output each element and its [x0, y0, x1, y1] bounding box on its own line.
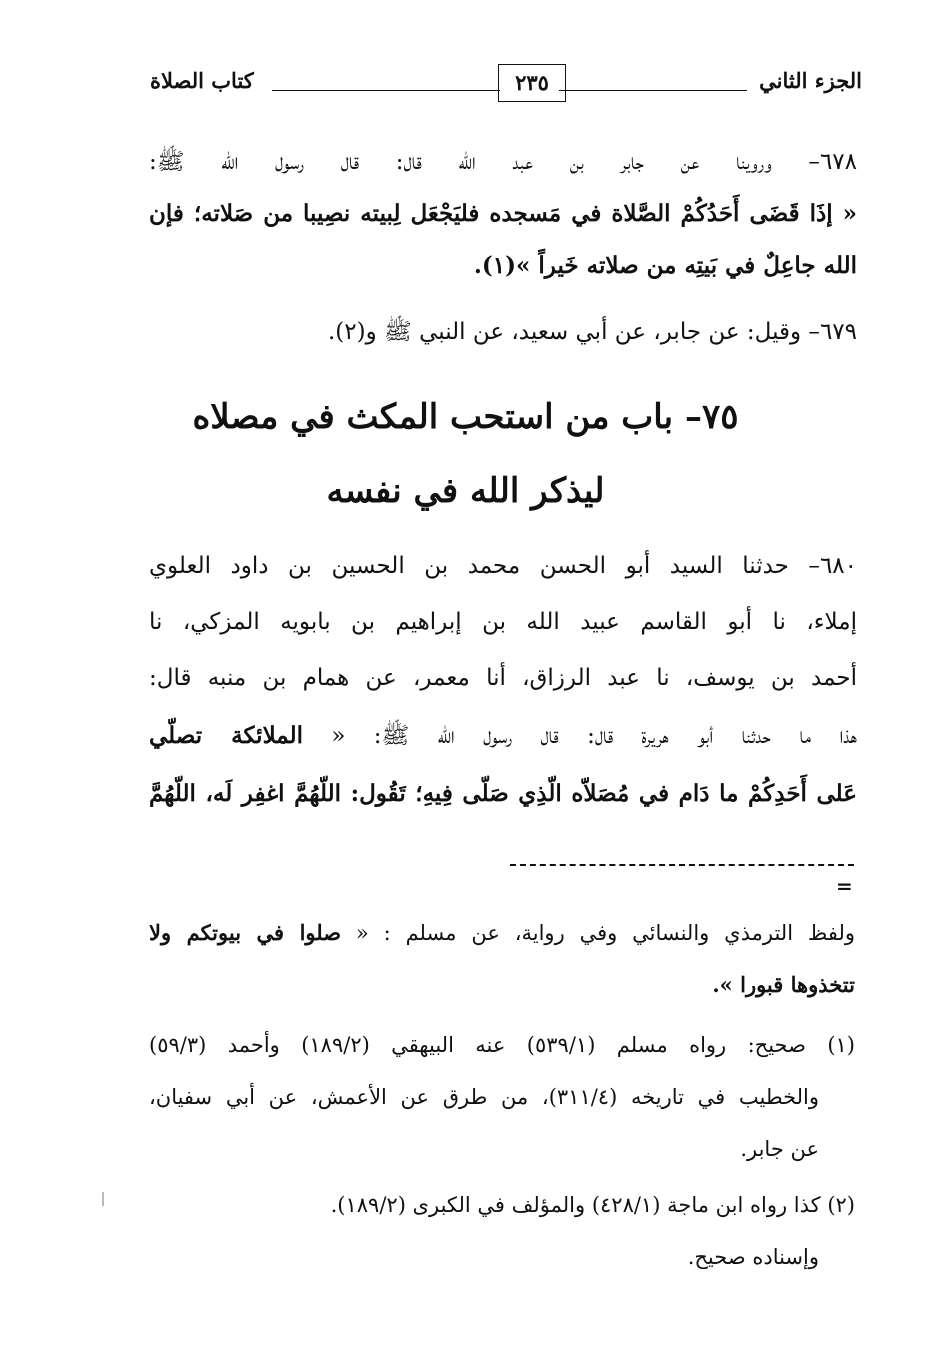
page-number: ٢٣٥ [498, 64, 566, 102]
hadith-678-line-1: ٦٧٨– وروينا عن جابر بن عبد الله قال: قال رسول الله ﷺ: [149, 149, 857, 175]
footnote-2-line-1: (٢) كذا رواه ابن ماجة (٤٢٨/١) والمؤلف في الكبرى (١٨٩/٢). [330, 1193, 855, 1217]
footnote-continuation-line-1 [149, 914, 855, 952]
book-title: كتاب الصلاة [150, 68, 254, 93]
running-header [150, 64, 862, 104]
hadith-680-line-5: عَلى أَحَدِكُمْ ما دَام في مُصَلاّه الّذِي صَلّى فِيهِ؛ تَقُول: اللّهُمَّ اغفِر لَه، اللّهُمَّ [149, 780, 857, 807]
header-rule-left [272, 90, 500, 91]
volume-label: الجزء الثاني [759, 68, 862, 93]
hadith-680-line-4-matn: الملائكة تصلّي [149, 722, 304, 749]
hadith-680-line-1: ٦٨٠– حدثنا السيد أبو الحسن محمد بن الحسين بن داود العلوي [149, 553, 857, 579]
hadith-678-line-2: « إذَا قَضَى أَحَدُكُمْ الصَّلاة في مَسجده فليَجْعَل لِبيته نصِيبا من صَلاته؛ فإن [149, 200, 857, 227]
chapter-title-line-2: ليذكر الله في نفسه [326, 471, 605, 511]
hadith-680-line-4-text: هذا ما حدثنا أبو هريرة قال: قال رسول الله ﷺ: « [331, 723, 858, 749]
footnote-2-line-2: وإسناده صحيح. [687, 1245, 819, 1269]
header-rule-right [559, 90, 747, 91]
footnote-continuation-quote: صلوا في بيوتكم ولا [149, 920, 342, 945]
hadith-679-line-1: ٦٧٩– وقيل: عن جابر، عن أبي سعيد، عن النبي ﷺ و(٢). [327, 319, 857, 345]
footnote-separator [510, 864, 854, 866]
footnote-continuation-text: ولفظ الترمذي والنسائي وفي رواية، عن مسلم : « [355, 921, 855, 945]
footnote-1-line-1: (١) صحيح: رواه مسلم (٥٣٩/١) عنه البيهقي (١٨٩/٢) وأحمد (٥٩/٣) [149, 1033, 855, 1057]
footnote-1-line-2: والخطيب في تاريخه (٣١١/٤)، من طرق عن الأعمش، عن أبي سفيان، [149, 1085, 819, 1109]
scan-artifact [102, 1192, 104, 1206]
footnote-1-line-3: عن جابر. [740, 1137, 819, 1161]
hadith-680-line-3: أحمد بن يوسف، نا عبد الرزاق، أنا معمر، عن همام بن منبه قال: [149, 665, 857, 691]
hadith-680-line-4 [149, 716, 857, 756]
chapter-title-line-1: ٧٥– باب من استحب المكث في مصلاه [192, 397, 739, 437]
hadith-680-line-2: إملاء، نا أبو القاسم عبيد الله بن إبراهيم بن بابويه المزكي، نا [149, 609, 857, 635]
footnote-continuation-marker: = [836, 874, 853, 898]
footnote-continuation-line-2: تتخذوها قبورا ». [712, 972, 855, 997]
hadith-678-line-3: الله جاعِلٌ في بَيتِه من صلاته خَيراً »(١). [473, 252, 857, 279]
